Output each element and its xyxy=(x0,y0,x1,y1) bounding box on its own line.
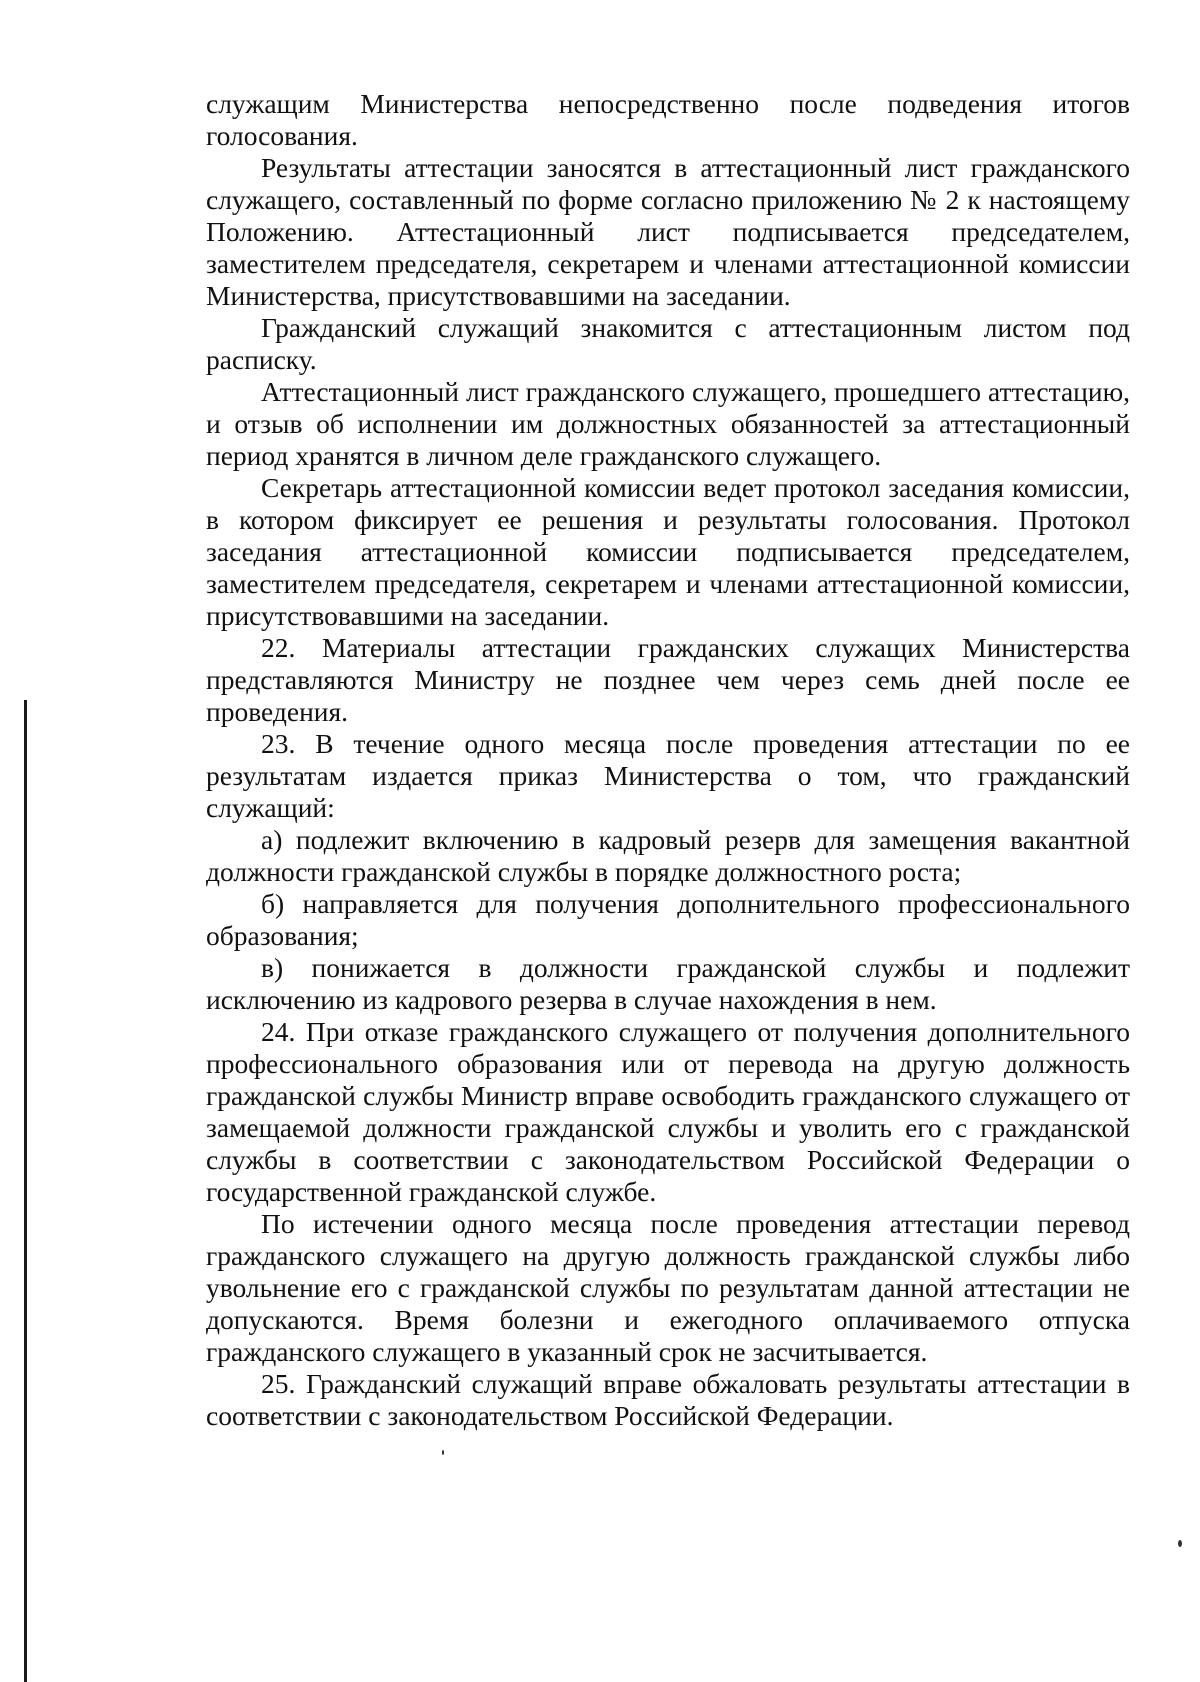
paragraph-item-23-b: б) направляется для получения дополнительного профессионального образования; xyxy=(206,888,1130,951)
paragraph-item-23-c: в) понижается в должности гражданской службы и подлежит исключению из кадрового резерва в случае нахождения в нем. xyxy=(206,952,1130,1015)
scan-speck xyxy=(1178,1540,1182,1547)
paragraph-item-23: 23. В течение одного месяца после проведения аттестации по ее результатам издается приказ Министерства о том, что гражданский служащий: xyxy=(206,728,1130,823)
paragraph-item-24: 24. При отказе гражданского служащего от получения дополнительного профессионального образования или от перевода на другую должность гражданской службы Министр вправе освободить гражданского служащего от замещаемой должности гражданской службы и уволить его с гражданской службы в соответствии с законодательством Российской Федерации о государственной гражданской службе. xyxy=(206,1016,1130,1207)
paragraph-transfer-restriction: По истечении одного месяца после проведения аттестации перевод гражданского служащего на другую должность гражданской службы либо увольнение его с гражданской службы по результатам данной аттестации не допускаются. Время болезни и ежегодного оплачиваемого отпуска гражданского служащего в указанный срок не засчитывается. xyxy=(206,1208,1130,1367)
paragraph-attestation-results: Результаты аттестации заносятся в аттестационный лист гражданского служащего, составленный по форме согласно приложению № 2 к настоящему Положению. Аттестационный лист подписывается председателем, заместителем председателя, секретарем и членами аттестационной комиссии Министерства, присутствовавшими на заседании. xyxy=(206,152,1130,311)
paragraph-continuation: служащим Министерства непосредственно после подведения итогов голосования. xyxy=(206,88,1130,151)
scan-speck xyxy=(442,1450,444,1455)
paragraph-item-25: 25. Гражданский служащий вправе обжаловать результаты аттестации в соответствии с законодательством Российской Федерации. xyxy=(206,1368,1130,1431)
paragraph-item-23-a: а) подлежит включению в кадровый резерв для замещения вакантной должности гражданской службы в порядке должностного роста; xyxy=(206,824,1130,887)
paragraph-item-22: 22. Материалы аттестации гражданских служащих Министерства представляются Министру не позднее чем через семь дней после ее проведения. xyxy=(206,632,1130,727)
scan-edge-line xyxy=(24,700,27,1682)
paragraph-protocol: Секретарь аттестационной комиссии ведет протокол заседания комиссии, в котором фиксирует ее решения и результаты голосования. Протокол заседания аттестационной комиссии подписывается председателем, заместителем председателя, секретарем и членами аттестационной комиссии, присутствовавшими на заседании. xyxy=(206,472,1130,631)
paragraph-acquaintance: Гражданский служащий знакомится с аттестационным листом под расписку. xyxy=(206,312,1130,375)
paragraph-storage: Аттестационный лист гражданского служащего, прошедшего аттестацию, и отзыв об исполнении им должностных обязанностей за аттестационный период хранятся в личном деле гражданского служащего. xyxy=(206,376,1130,471)
document-body xyxy=(206,88,1130,1432)
